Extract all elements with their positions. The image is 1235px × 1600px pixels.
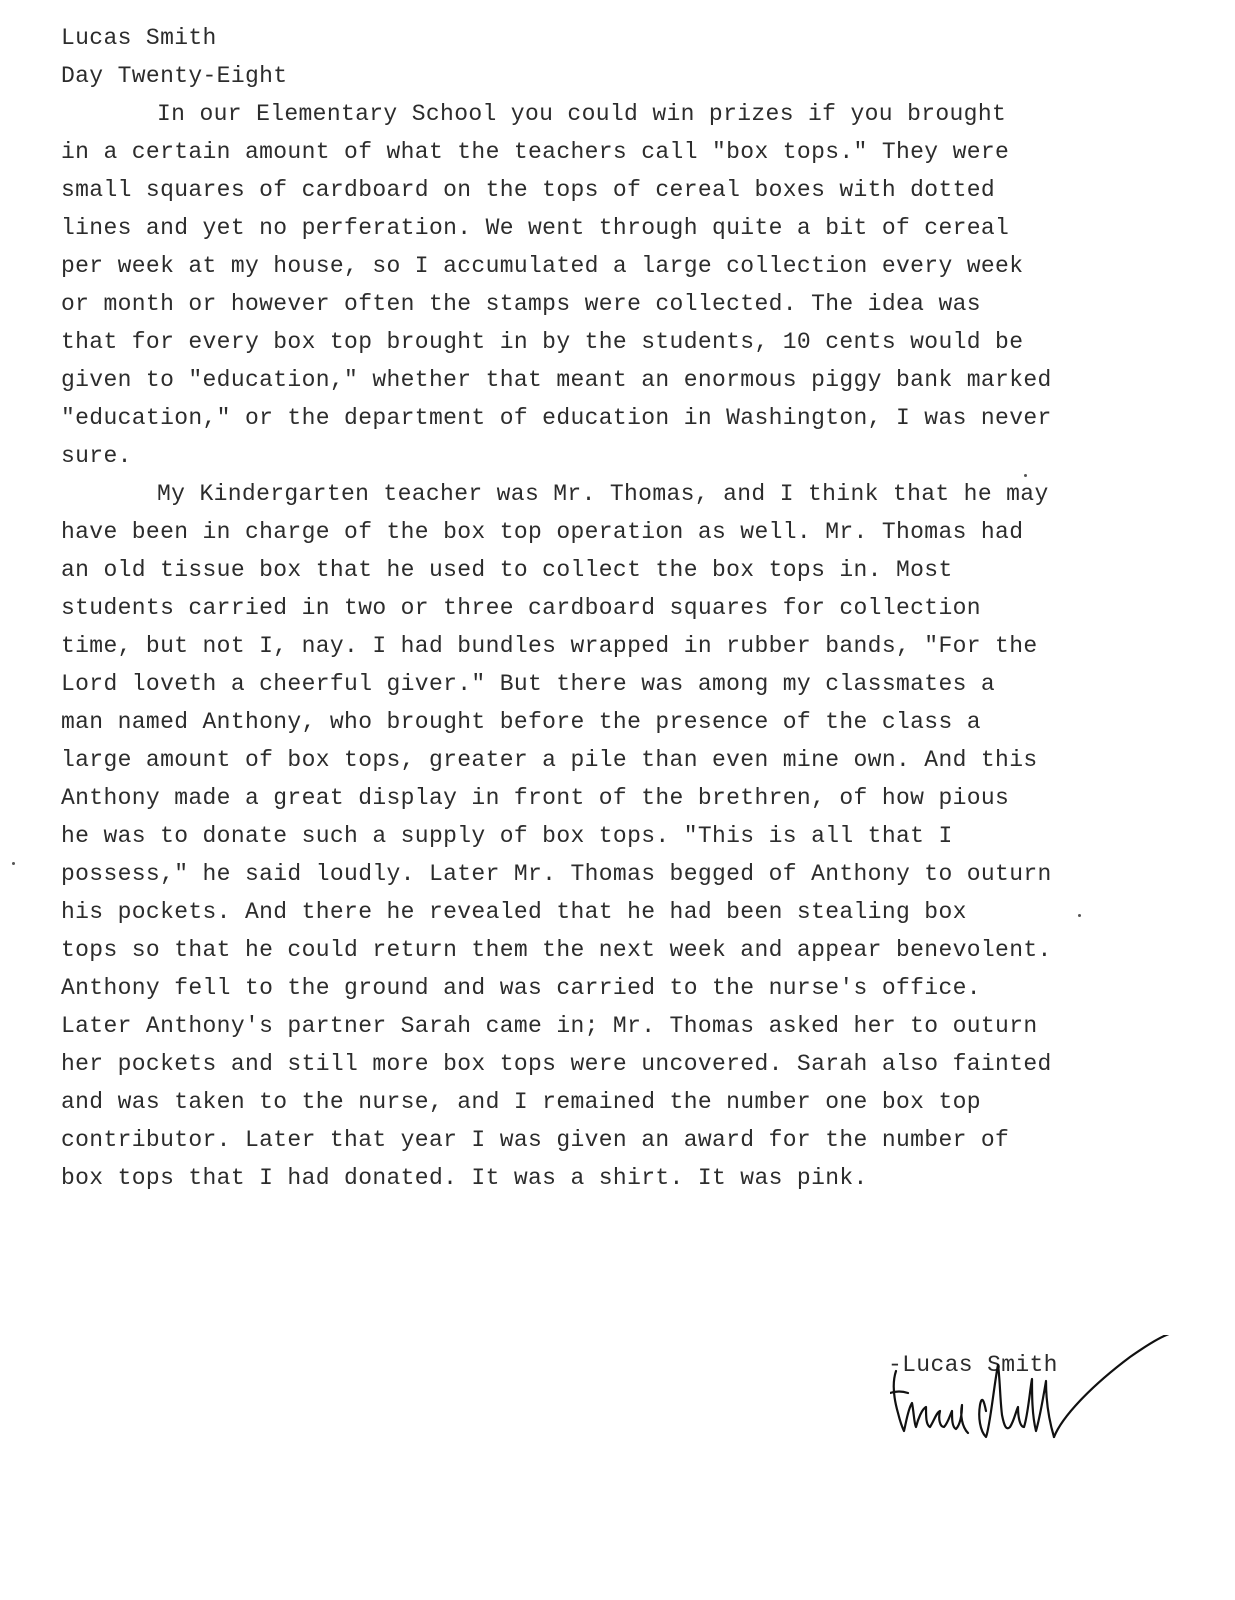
text-line: tops so that he could return them the next week and appear benevolent.	[61, 937, 1052, 963]
text-line: per week at my house, so I accumulated a large collection every week	[61, 253, 1024, 279]
text-line: Lord loveth a cheerful giver." But there was among my classmates a	[61, 671, 996, 697]
text-line: time, but not I, nay. I had bundles wrapped in rubber bands, "For the	[61, 633, 1038, 659]
stray-mark	[1024, 474, 1027, 477]
closing-signoff: -Lucas Smith	[888, 1352, 1058, 1378]
day-header: Day Twenty-Eight	[61, 63, 288, 89]
text-line: given to "education," whether that meant an enormous piggy bank marked	[61, 367, 1052, 393]
text-line: have been in charge of the box top operation as well. Mr. Thomas had	[61, 519, 1024, 545]
text-line: or month or however often the stamps were collected. The idea was	[61, 291, 981, 317]
text-line: in a certain amount of what the teachers call "box tops." They were	[61, 139, 1010, 165]
stray-mark	[1078, 914, 1081, 917]
text-line: an old tissue box that he used to collect the box tops in. Most	[61, 557, 953, 583]
text-line: Later Anthony's partner Sarah came in; Mr. Thomas asked her to outurn	[61, 1013, 1038, 1039]
text-line: In our Elementary School you could win prizes if you brought	[157, 101, 1007, 127]
text-line: contributor. Later that year I was given an award for the number of	[61, 1127, 1010, 1153]
text-line: "education," or the department of education in Washington, I was never	[61, 405, 1052, 431]
text-line: that for every box top brought in by the students, 10 cents would be	[61, 329, 1024, 355]
text-line: and was taken to the nurse, and I remained the number one box top	[61, 1089, 981, 1115]
text-line: box tops that I had donated. It was a shirt. It was pink.	[61, 1165, 868, 1191]
text-line: large amount of box tops, greater a pile than even mine own. And this	[61, 747, 1038, 773]
text-line: Anthony fell to the ground and was carried to the nurse's office.	[61, 975, 981, 1001]
text-line: his pockets. And there he revealed that he had been stealing box	[61, 899, 967, 925]
text-line: students carried in two or three cardboard squares for collection	[61, 595, 981, 621]
stray-mark	[12, 862, 15, 865]
text-line: he was to donate such a supply of box tops. "This is all that I	[61, 823, 953, 849]
author-header: Lucas Smith	[61, 25, 217, 51]
text-line: man named Anthony, who brought before the presence of the class a	[61, 709, 981, 735]
text-line: Anthony made a great display in front of the brethren, of how pious	[61, 785, 1010, 811]
text-line: lines and yet no perferation. We went through quite a bit of cereal	[61, 215, 1010, 241]
text-line: possess," he said loudly. Later Mr. Thomas begged of Anthony to outurn	[61, 861, 1052, 887]
text-line: My Kindergarten teacher was Mr. Thomas, and I think that he may	[157, 481, 1049, 507]
text-line: her pockets and still more box tops were uncovered. Sarah also fainted	[61, 1051, 1052, 1077]
text-line: small squares of cardboard on the tops of cereal boxes with dotted	[61, 177, 996, 203]
text-line: sure.	[61, 443, 132, 469]
handwritten-signature	[890, 1335, 1200, 1475]
